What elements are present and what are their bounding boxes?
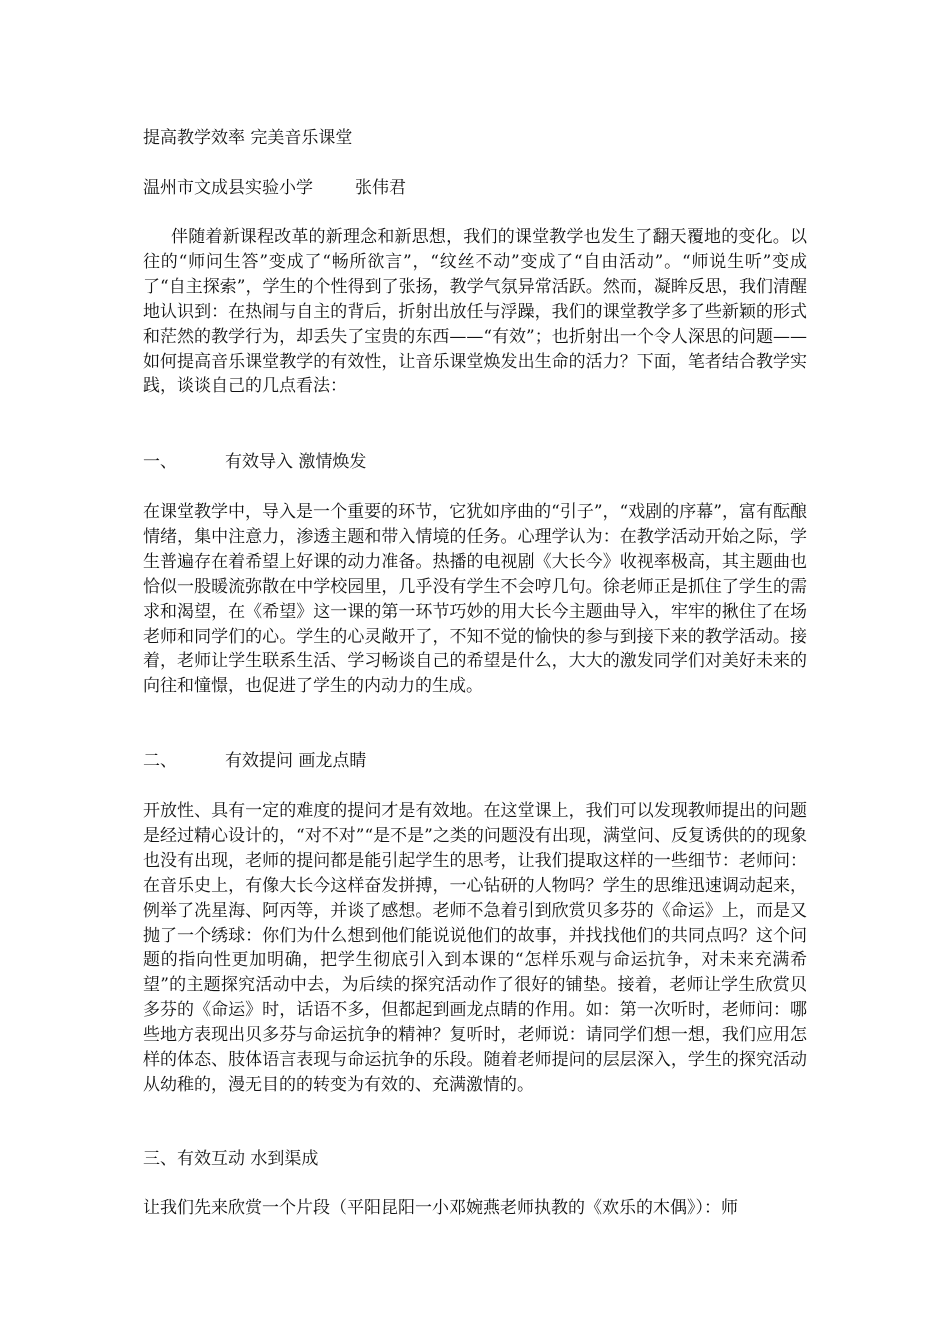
section-number: 二、 bbox=[143, 751, 177, 771]
section-body-2: 开放性、具有一定的难度的提问才是有效地。在这堂课上，我们可以发现教师提出的问题是经过精心设计的，“对不对”“是不是”之类的问题没有出现，满堂问、反复诱供的的现象也没有出现，老师的提问都是能引起学生的思考，让我们提取这样的一些细节：老师问：在音乐史上，有像大长今这样奋发拼搏，一心钻研的人物吗？学生的思维迅速调动起来，例举了冼星海、阿丙等，并谈了感想。老师不急着引到欣赏贝多芬的《命运》上，而是又抛了一个绣球：你们为什么想到他们能说说他们的故事，并找找他们的共同点吗？这个问题的指向性更加明确，把学生彻底引入到本课的“怎样乐观与命运抗争，对未来充满希望”的主题探究活动中去，为后续的探究活动作了很好的铺垫。接着，老师让学生欣赏贝多芬的《命运》时，话语不多，但都起到画龙点睛的作用。如：第一次听时，老师问：哪些地方表现出贝多芬与命运抗争的精神？复听时，老师说：请同学们想一想，我们应用怎样的体态、肢体语言表现与命运抗争的乐段。随着老师提问的层层深入，学生的探究活动从幼稚的，漫无目的的转变为有效的、充满激情的。 bbox=[143, 801, 807, 1095]
section-heading-2 bbox=[143, 749, 366, 773]
intro-paragraph: 伴随着新课程改革的新理念和新思想，我们的课堂教学也发生了翻天覆地的变化。以往的“师问生答”变成了“畅所欲言”，“纹丝不动”变成了“自由活动”。“师说生听”变成了“自主探索”，学生的个性得到了张扬，教学气氛异常活跃。然而，凝眸反思，我们清醒地认识到：在热闹与自主的背后，折射出放任与浮躁，我们的课堂教学多了些新颖的形式和茫然的教学行为，却丢失了宝贵的东西——“有效”；也折射出一个令人深思的问题——如何提高音乐课堂教学的有效性，让音乐课堂焕发出生命的活力？下面，笔者结合教学实践，谈谈自己的几点看法： bbox=[143, 227, 807, 397]
document-title: 提高教学效率 完美音乐课堂 bbox=[143, 128, 353, 148]
section-heading-1 bbox=[143, 450, 366, 474]
author-name: 张伟君 bbox=[355, 178, 406, 198]
section-number: 三、 bbox=[143, 1149, 177, 1169]
section-title: 有效互动 水到渠成 bbox=[177, 1149, 319, 1169]
author-school: 温州市文成县实验小学 bbox=[143, 178, 313, 198]
author-line bbox=[143, 176, 406, 200]
section-body-1: 在课堂教学中，导入是一个重要的环节，它犹如序曲的“引子”，“戏剧的序幕”，富有酝酿情绪，集中注意力，渗透主题和带入情境的任务。心理学认为：在教学活动开始之际，学生普遍存在着希望上好课的动力准备。热播的电视剧《大长今》收视率极高，其主题曲也恰似一股暖流弥散在中学校园里，几乎没有学生不会哼几句。徐老师正是抓住了学生的需求和渴望，在《希望》这一课的第一环节巧妙的用大长今主题曲导入，牢牢的揪住了在场老师和同学们的心。学生的心灵敞开了，不知不觉的愉快的参与到接下来的教学活动。接着，老师让学生联系生活、学习畅谈自己的希望是什么，大大的激发同学们对美好未来的向往和憧憬，也促进了学生的内动力的生成。 bbox=[143, 502, 807, 697]
section-title: 有效提问 画龙点睛 bbox=[225, 751, 367, 771]
section-number: 一、 bbox=[143, 452, 177, 472]
section-heading-3 bbox=[143, 1147, 318, 1171]
section-body-3: 让我们先来欣赏一个片段（平阳昆阳一小邓婉燕老师执教的《欢乐的木偶》）：师 bbox=[143, 1198, 738, 1218]
section-title: 有效导入 激情焕发 bbox=[225, 452, 367, 472]
